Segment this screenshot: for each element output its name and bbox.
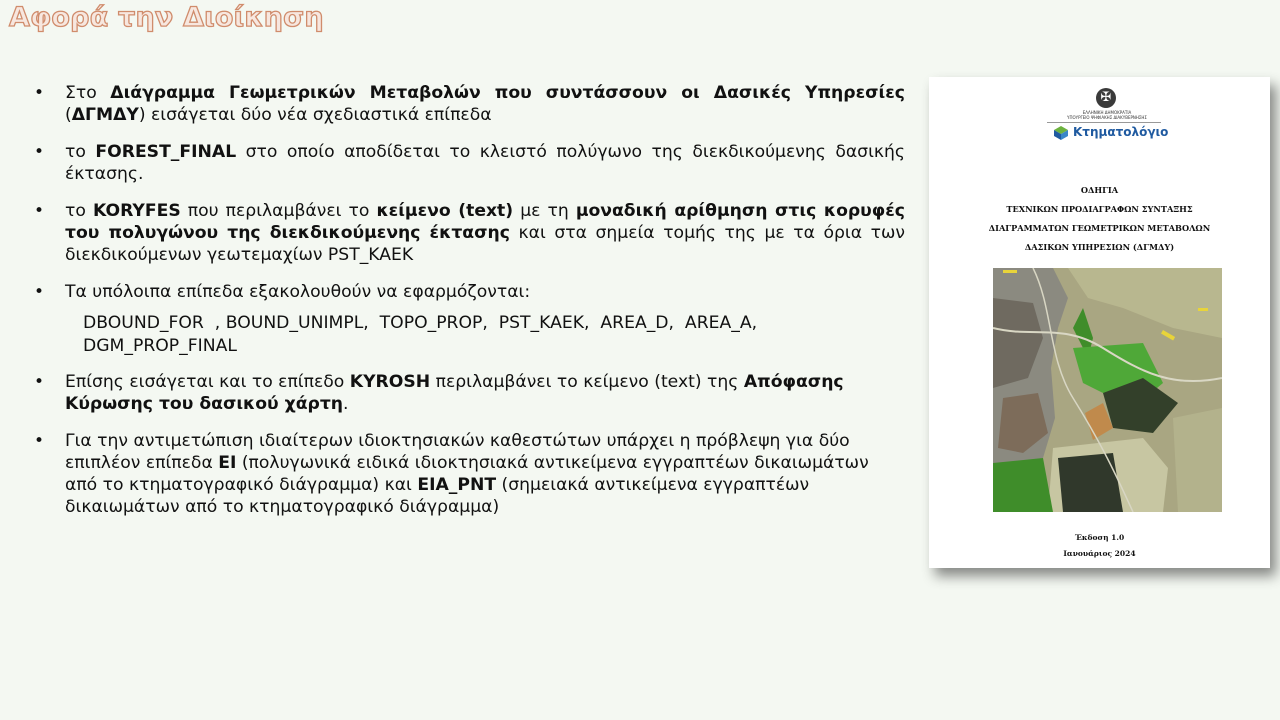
bullet-text-segment: Επίσης εισάγεται και το επίπεδο [65,372,350,392]
bullet-text-segment: Στο [65,83,111,103]
bullet-text-segment: που περιλαμβάνει το [180,201,377,221]
bullet-text-segment: ΕΙ [218,453,237,473]
bullet-text-segment: ( [65,105,72,125]
bullet-text-segment: (πολυγωνικά ειδικά ιδιοκτησιακά αντικείμενα εγγραπτέων δικαιωμάτων από το κτηματογραφικό διάγραμμα) και [65,453,869,495]
document-heading-line: ΔΙΑΓΡΑΜΜΑΤΩΝ ΓΕΩΜΕΤΡΙΚΩΝ ΜΕΤΑΒΟΛΩΝ [988,223,1211,233]
slide-title: Αφορά την Διοίκηση [9,2,324,33]
bullet-text-segment: και στα σημεία τομής της με τα όρια των διεκδικούμενων γεωτεμαχίων PST_KAEK [65,223,905,265]
ministry-header: ΕΛΛΗΝΙΚΗ ΔΗΜΟΚΡΑΤΙΑ ΥΠΟΥΡΓΕΙΟ ΨΗΦΙΑΚΗΣ ΔΙΑΚΥΒΕΡΝΗΣΗΣ [1067,110,1147,120]
bullet-text-segment: (σημειακά αντικείμενα εγγραπτέων δικαιωμάτων από το κτηματογραφικό διάγραμμα) [65,475,810,517]
bullet-text-segment: με τη [513,201,576,221]
ktimatologio-logo-icon [1053,125,1069,141]
bullet-text-segment: μοναδική αρίθμηση στις κορυφές του πολυγώνου της διεκδικούμενης έκτασης [65,201,905,243]
bullet-text-segment: Τα υπόλοιπα επίπεδα εξακολουθούν να εφαρμόζονται: [65,282,531,302]
aerial-map-image [993,268,1222,512]
bullet-text-segment: ΔΓΜΔΥ [71,105,139,125]
bullet-list [32,82,905,533]
document-heading-line: ΔΑΣΙΚΩΝ ΥΠΗΡΕΣΙΩΝ (ΔΓΜΔΥ) [1024,242,1175,252]
header-divider [1047,122,1161,123]
bullet-text-segment: ) εισάγεται δύο νέα σχεδιαστικά επίπεδα [138,105,492,125]
document-heading [949,181,1250,257]
bullet-text-segment: περιλαμβάνει το κείμενο (text) της [430,372,744,392]
bullet-text-segment: Για την αντιμετώπιση ιδιαίτερων ιδιοκτησιακών καθεστώτων υπάρχει η πρόβλεψη για δύο επιπλέον επίπεδα [65,431,850,473]
bullet-item-ei-layers [32,430,905,518]
bullet-text-segment: Απόφασης Κύρωσης του δασικού χάρτη [65,372,844,414]
layers-list-line: DBOUND_FOR , BOUND_UNIMPL, TOPO_PROP, PST_KAEK, AREA_D, AREA_A, [83,313,758,333]
bullet-text-segment: Διάγραμμα Γεωμετρικών Μεταβολών που συντάσσουν οι Δασικές Υπηρεσίες [110,83,905,103]
bullet-text-segment: KYROSH [349,372,431,392]
bullet-text-segment: KORYFES [92,201,181,221]
layers-list-line: DGM_PROP_FINAL [83,336,237,356]
bullet-item-forest-final [32,141,905,185]
bullet-text-segment: FOREST_FINAL [95,142,237,162]
logo-text: Κτηματολόγιο [1073,125,1169,139]
document-heading-line: ΤΕΧΝΙΚΩΝ ΠΡΟΔΙΑΓΡΑΦΩΝ ΣΥΝΤΑΞΗΣ [1006,204,1193,214]
bullet-text-segment: το [65,201,93,221]
document-heading-line: ΟΔΗΓΙΑ [1080,185,1119,195]
bullet-item-kyrosh [32,371,905,415]
document-cover-image [929,77,1270,568]
bullet-text-segment: κείμενο (text) [376,201,514,221]
bullet-item-koryfes [32,200,905,266]
bullet-text-segment: . [343,394,349,414]
bullet-item-dgmdy [32,82,905,126]
layers-list [83,312,905,358]
greek-emblem-icon: ✠ [1096,88,1116,108]
bullet-item-remaining-layers [32,281,905,303]
bullet-text-segment: ΕΙΑ_PNT [417,475,497,495]
bullet-text-segment: στο οποίο αποδίδεται το κλειστό πολύγωνο της διεκδικούμενης δασικής έκτασης. [65,142,906,184]
document-edition: Έκδοση 1.0 Ιανουάριος 2024 [1063,533,1136,558]
bullet-text-segment: το [65,142,96,162]
